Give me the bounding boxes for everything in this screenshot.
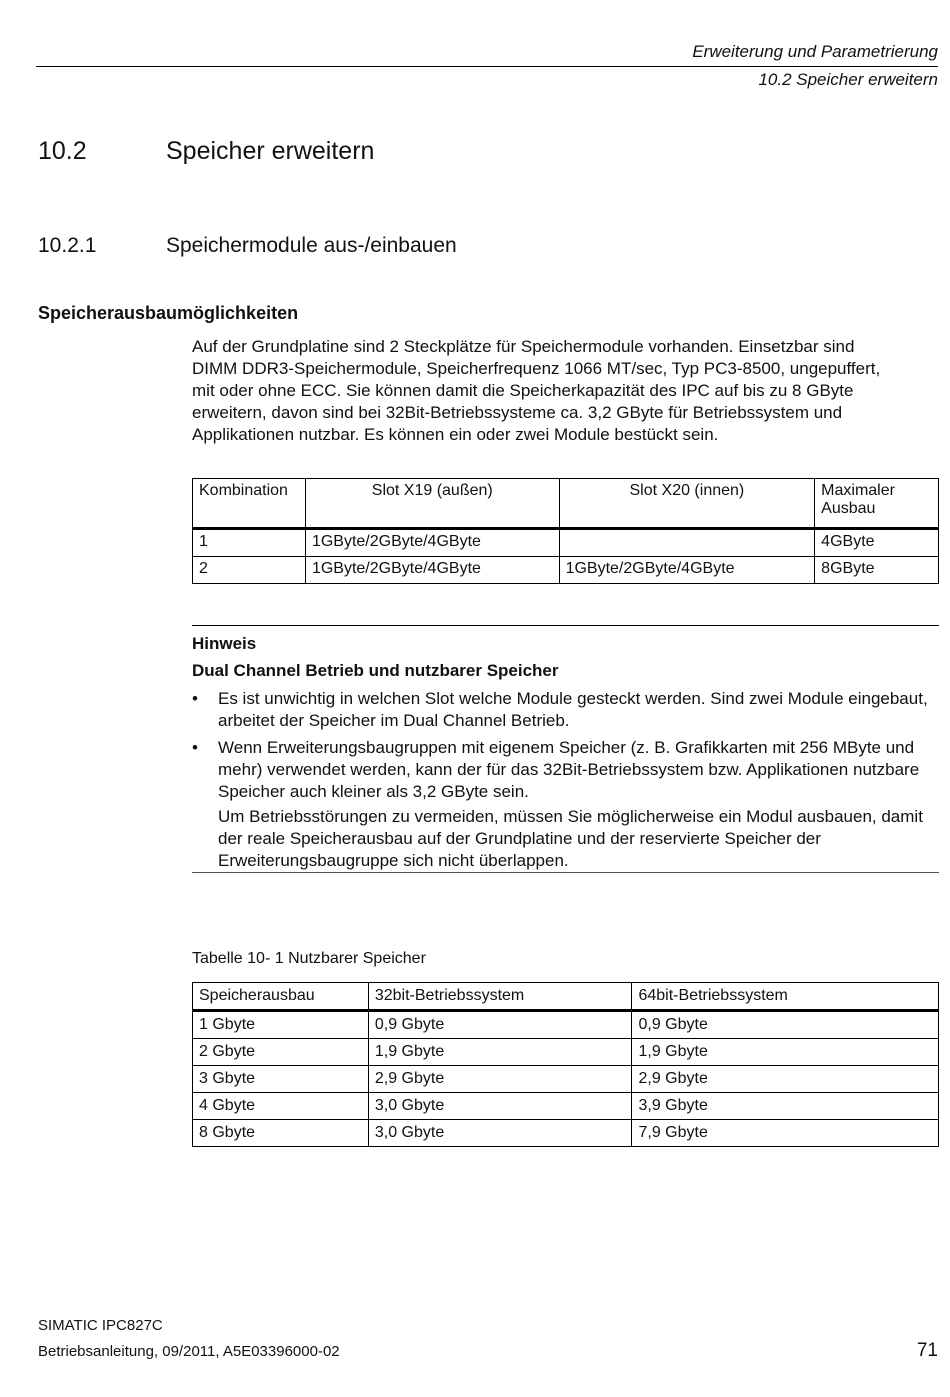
table-cell: 4 Gbyte (193, 1093, 369, 1120)
intro-paragraph (192, 336, 942, 446)
usable-memory-table (192, 982, 939, 1147)
intro-line: Applikationen nutzbar. Es können ein oder zwei Module bestückt sein. (192, 425, 719, 444)
intro-line: DIMM DDR3-Speichermodule, Speicherfrequenz 1066 MT/sec, Typ PC3-8500, ungepuffert, (192, 359, 881, 378)
bullet-text: Wenn Erweiterungsbaugruppen mit eigenem Speicher (z. B. Grafikkarten mit 256 MByte und mehr) verwendet werden, kann der für das 32Bit-Betriebssystem bzw. Applikationen nutzbare Speicher auch kleiner als 3,2 GByte sein. (218, 738, 920, 801)
table-header-row (193, 479, 939, 529)
table-cell: 8 Gbyte (193, 1120, 369, 1147)
heading3: Speicherausbaumöglichkeiten (38, 303, 299, 323)
slot-combination-table (192, 478, 939, 584)
footer-product: SIMATIC IPC827C (38, 1317, 163, 1334)
table-cell: 1GByte/2GByte/4GByte (305, 529, 559, 557)
table-cell: 2,9 Gbyte (368, 1066, 632, 1093)
note-extra-paragraph: Um Betriebsstörungen zu vermeiden, müssen Sie möglicherweise ein Modul ausbauen, damit der reale Speicherausbau auf der Grundplatine und der reservierte Speicher der Erweiterungsbaugruppe sich nicht überlappen. (218, 807, 923, 870)
table-cell: 1,9 Gbyte (632, 1039, 939, 1066)
page-number: 71 (916, 1340, 938, 1361)
header-cell: Kombination (193, 479, 306, 529)
table-cell: 1GByte/2GByte/4GByte (559, 557, 815, 584)
heading2-title: Speichermodule aus-/einbauen (166, 234, 457, 257)
table-row (193, 1093, 939, 1120)
running-header-section: 10.2 Speicher erweitern (758, 70, 938, 89)
note-subtitle: Dual Channel Betrieb und nutzbarer Speicher (192, 661, 559, 680)
bullet-text: Es ist unwichtig in welchen Slot welche Module gesteckt werden. Sind zwei Module eingebaut, arbeitet der Speicher im Dual Channel Betrieb. (218, 689, 928, 730)
table-cell (559, 529, 815, 557)
table-caption: Tabelle 10- 1 Nutzbarer Speicher (192, 950, 426, 967)
table-cell: 0,9 Gbyte (632, 1011, 939, 1039)
note-title: Hinweis (192, 634, 257, 653)
table-cell: 3,0 Gbyte (368, 1093, 632, 1120)
table-cell: 2 (193, 557, 306, 584)
header-cell: 64bit-Betriebssystem (632, 983, 939, 1011)
table-row (193, 557, 939, 584)
header-cell: 32bit-Betriebssystem (368, 983, 632, 1011)
table-header-row (193, 983, 939, 1011)
table-cell: 8GByte (815, 557, 939, 584)
note-bullet (192, 737, 937, 803)
heading1-number: 10.2 (38, 137, 87, 165)
intro-line: mit oder ohne ECC. Sie können damit die Speicherkapazität des IPC auf bis zu 8 GByte (192, 381, 854, 400)
note-bullet (192, 688, 937, 732)
table-cell: 3,0 Gbyte (368, 1120, 632, 1147)
table-cell: 0,9 Gbyte (368, 1011, 632, 1039)
intro-line: erweitern, davon sind bei 32Bit-Betriebssysteme ca. 3,2 GByte für Betriebssystem und (192, 403, 843, 422)
table-cell: 1GByte/2GByte/4GByte (305, 557, 559, 584)
table-cell: 7,9 Gbyte (632, 1120, 939, 1147)
heading1-title: Speicher erweitern (166, 137, 375, 165)
table-row (193, 1120, 939, 1147)
table-cell: 4GByte (815, 529, 939, 557)
header-rule (36, 66, 938, 67)
bullet-icon: • (192, 689, 198, 708)
footer-document-info: Betriebsanleitung, 09/2011, A5E03396000-02 (38, 1343, 340, 1360)
table-cell: 2 Gbyte (193, 1039, 369, 1066)
table-row (193, 529, 939, 557)
bullet-icon: • (192, 738, 198, 757)
table-cell: 1 (193, 529, 306, 557)
header-cell: Speicherausbau (193, 983, 369, 1011)
table-row (193, 1066, 939, 1093)
header-cell: Slot X19 (außen) (305, 479, 559, 529)
table-cell: 1,9 Gbyte (368, 1039, 632, 1066)
table-cell: 3 Gbyte (193, 1066, 369, 1093)
header-cell: Slot X20 (innen) (559, 479, 815, 529)
header-cell: Maximaler Ausbau (815, 479, 939, 529)
running-header-chapter: Erweiterung und Parametrierung (692, 42, 938, 61)
note-top-rule (192, 625, 939, 626)
intro-line: Auf der Grundplatine sind 2 Steckplätze für Speichermodule vorhanden. Einsetzbar sind (192, 337, 855, 356)
table-cell: 2,9 Gbyte (632, 1066, 939, 1093)
table-row (193, 1011, 939, 1039)
table-row (193, 1039, 939, 1066)
heading2-number: 10.2.1 (38, 234, 97, 257)
note-bottom-rule (192, 872, 939, 873)
table-cell: 3,9 Gbyte (632, 1093, 939, 1120)
table-cell: 1 Gbyte (193, 1011, 369, 1039)
